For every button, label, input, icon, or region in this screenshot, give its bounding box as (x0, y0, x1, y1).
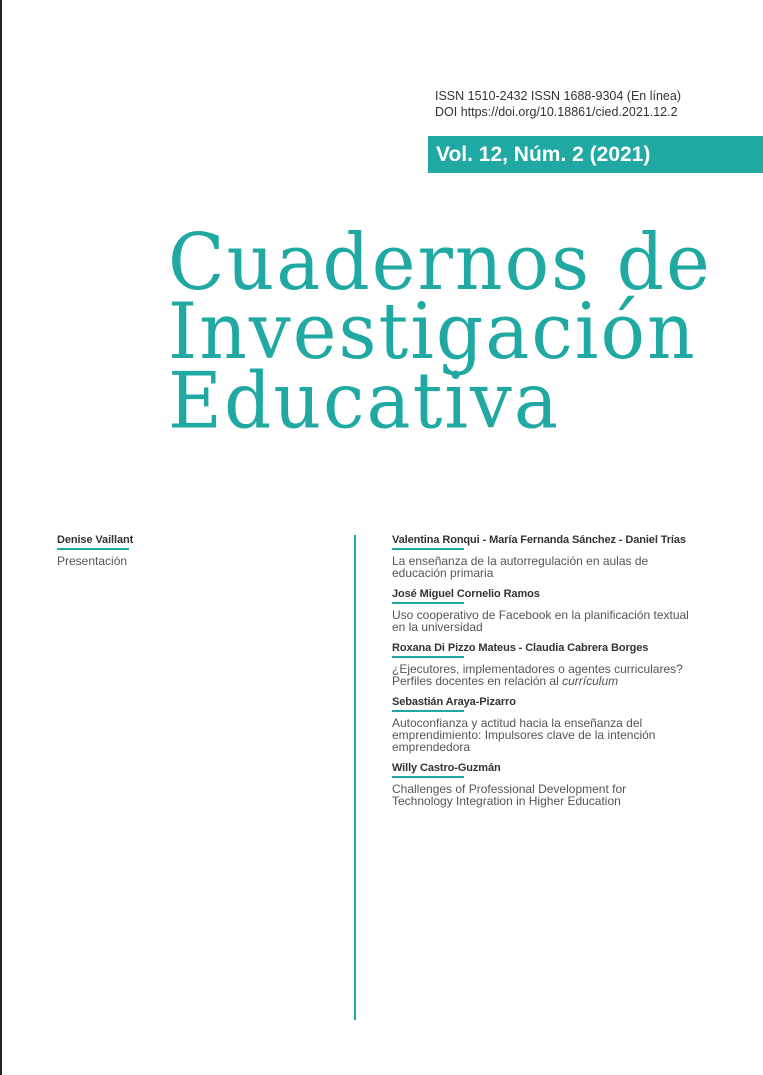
entry-rule (392, 710, 464, 712)
entry-title-line: emprendimiento: Impulsores clave de la intención (392, 728, 656, 742)
entry-author: Denise Vaillant (57, 534, 134, 546)
entry-rule (392, 602, 464, 604)
entry-title-line: ¿Ejecutores, implementadores o agentes curriculares? (392, 662, 683, 676)
title-line-3: Educativa (168, 356, 560, 447)
entry-title-italic: currículum (562, 674, 619, 688)
entry-author: Valentina Ronqui - María Fernanda Sánchez - Daniel Trías (392, 534, 686, 546)
table-of-contents (392, 534, 722, 816)
toc-entry (392, 588, 722, 633)
entry-rule (392, 548, 464, 550)
volume-label: Vol. 12, Núm. 2 (2021) (436, 143, 651, 166)
entry-author: Roxana Di Pizzo Mateus - Claudia Cabrera Borges (392, 642, 649, 654)
entry-title-line: Autoconfianza y actitud hacia la enseñanza del (392, 716, 643, 730)
page-left-edge (0, 0, 2, 1075)
volume-banner (428, 136, 763, 173)
title-line-1: Cuadernos de (168, 217, 712, 308)
entry-title-text: Perfiles docentes en relación al (392, 674, 563, 688)
toc-entry (392, 696, 722, 753)
entry-author: Willy Castro-Guzmán (392, 762, 501, 774)
entry-title: Presentación (57, 554, 128, 568)
entry-title (392, 609, 722, 633)
toc-entry (392, 642, 722, 687)
entry-title-line: Technology Integration in Higher Education (392, 794, 621, 808)
entry-author: Sebastián Araya-Pizarro (392, 696, 516, 708)
column-divider (354, 535, 356, 1020)
entry-title-line: Uso cooperativo de Facebook en la planificación textual (392, 608, 689, 622)
entry-rule (57, 548, 129, 550)
toc-entry (392, 534, 722, 579)
entry-rule (392, 776, 464, 778)
entry-rule (392, 656, 464, 658)
entry-title-line: emprendedora (392, 740, 471, 754)
entry-title-line (392, 675, 722, 687)
entry-title-line: La enseñanza de la autorregulación en aulas de (392, 554, 649, 568)
issn-line: ISSN 1510-2432 ISSN 1688-9304 (En línea) (435, 89, 681, 103)
entry-title (392, 663, 722, 687)
journal-title (168, 217, 728, 447)
entry-author: José Miguel Cornelio Ramos (392, 588, 540, 600)
entry-title (392, 783, 722, 807)
doi-line: DOI https://doi.org/10.18861/cied.2021.12.2 (435, 105, 678, 119)
issn-block (435, 88, 681, 120)
entry-title-line: educación primaria (392, 566, 494, 580)
entry-title-line: Challenges of Professional Development for (392, 782, 627, 796)
toc-entry (392, 762, 722, 807)
entry-title (392, 717, 722, 753)
entry-title-line: en la universidad (392, 620, 483, 634)
entry-title (392, 555, 722, 579)
presentation-entry (57, 534, 133, 567)
title-line-2: Investigación (168, 286, 697, 378)
